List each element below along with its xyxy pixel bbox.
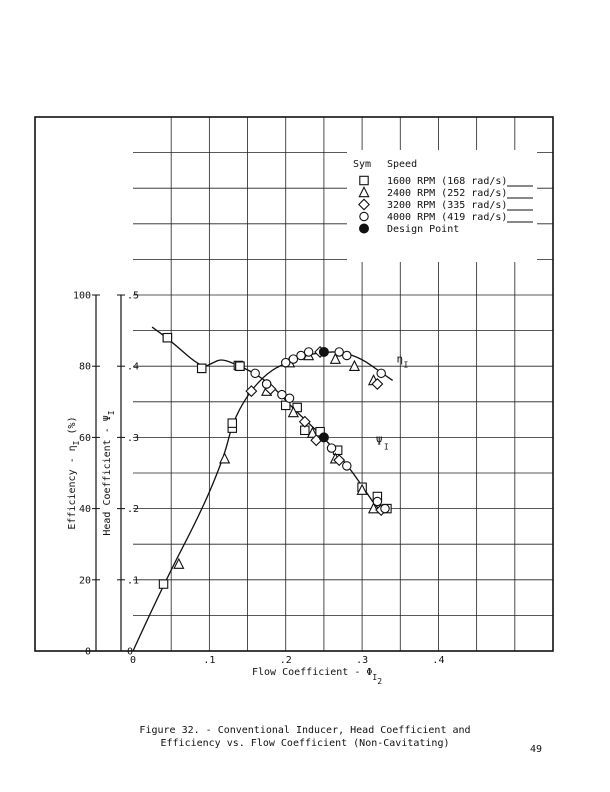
legend-entry-label: 4000 RPM (419 rad/s) — [387, 212, 508, 223]
efficiency-curve — [133, 352, 393, 651]
legend-entry-label: Design Point — [387, 224, 460, 235]
head-axis-tick-label: .2 — [127, 504, 140, 516]
efficiency-axis-tick-label: 60 — [78, 432, 91, 444]
data-point-circle-head — [343, 462, 351, 470]
figure-caption-line-1: Figure 32. - Conventional Inducer, Head Coefficient and — [139, 725, 471, 736]
legend-entry-label: 1600 RPM (168 rad/s) — [387, 176, 508, 187]
head-curve-label: Ψ — [375, 434, 383, 448]
data-point-circle-efficiency — [377, 369, 385, 377]
x-tick-label: .4 — [432, 655, 445, 666]
data-point-square-head — [198, 364, 206, 372]
head-axis-tick-label: .5 — [127, 290, 140, 302]
x-tick-label: .3 — [356, 655, 369, 666]
data-points — [159, 334, 391, 589]
figure-caption-line-2: Efficiency vs. Flow Coefficient (Non-Cavitating) — [160, 738, 450, 749]
data-point-square-head — [163, 334, 171, 342]
efficiency-curve-label: η — [396, 352, 404, 366]
head-axis-tick-label: .4 — [127, 361, 140, 373]
head-axis-tick-label: .3 — [127, 432, 140, 444]
head-axis-tick-label: 0 — [127, 646, 134, 658]
legend-entry-label: 3200 RPM (335 rad/s) — [387, 200, 508, 211]
data-point-filled-circle-efficiency — [319, 347, 328, 356]
x-tick-label: 0 — [129, 655, 137, 666]
axes — [67, 291, 444, 687]
data-point-diamond-head — [300, 417, 310, 427]
efficiency-axis-label-symbol: η — [67, 445, 78, 452]
data-point-circle-efficiency — [251, 369, 259, 377]
efficiency-axis-tick-label: 100 — [72, 290, 91, 302]
legend-marker-filled-circle — [360, 224, 369, 233]
efficiency-axis-tick-label: 40 — [78, 504, 91, 516]
data-point-triangle-efficiency — [350, 361, 359, 370]
x-axis-label-text: Flow Coefficient - — [252, 667, 367, 678]
x-axis-label-subscript: 2 — [377, 677, 383, 686]
data-point-square-efficiency — [159, 580, 167, 588]
legend-marker-circle — [360, 212, 368, 220]
page-number: 49 — [530, 744, 543, 755]
efficiency-axis-label-unit: (%) — [67, 416, 78, 441]
curves — [133, 327, 393, 651]
x-axis-label-subscript: I — [372, 673, 378, 682]
data-point-circle-head — [381, 504, 389, 512]
data-point-square-head — [236, 362, 244, 370]
efficiency-axis-tick-label: 80 — [78, 361, 91, 373]
data-point-circle-head — [373, 497, 381, 505]
data-point-circle-head — [262, 380, 270, 388]
legend — [347, 150, 537, 262]
x-axis-label-symbol: Φ — [366, 667, 373, 678]
x-tick-label: .2 — [279, 655, 292, 666]
efficiency-axis-tick-label: 0 — [84, 646, 91, 658]
data-point-circle-efficiency — [304, 348, 312, 356]
data-point-square-efficiency — [228, 419, 236, 427]
data-point-circle-head — [285, 394, 293, 402]
head-axis-label-text: Head Coefficient - — [102, 421, 113, 536]
head-axis-label — [102, 410, 116, 535]
x-axis-label — [252, 667, 382, 686]
efficiency-curve-label-subscript: I — [403, 360, 409, 370]
legend-marker-square — [360, 176, 368, 184]
head-axis-tick-label: .1 — [127, 575, 140, 587]
legend-header-sym: Sym — [353, 159, 372, 170]
head-axis-label-symbol: Ψ — [102, 415, 113, 422]
x-tick-label: .1 — [203, 655, 216, 666]
head-curve-label-subscript: I — [383, 442, 389, 452]
efficiency-axis-label-subscript: I — [72, 440, 81, 446]
efficiency-axis-label-text: Efficiency - — [67, 451, 78, 530]
data-point-circle-efficiency — [343, 351, 351, 359]
legend-header-speed: Speed — [387, 159, 418, 170]
data-point-triangle-efficiency — [220, 454, 229, 463]
data-point-filled-circle-head — [319, 433, 328, 442]
head-axis-label-subscript: I — [107, 410, 116, 416]
efficiency-axis-tick-label: 20 — [78, 575, 91, 587]
data-point-circle-head — [327, 444, 335, 452]
legend-entry-label: 2400 RPM (252 rad/s) — [387, 188, 508, 199]
